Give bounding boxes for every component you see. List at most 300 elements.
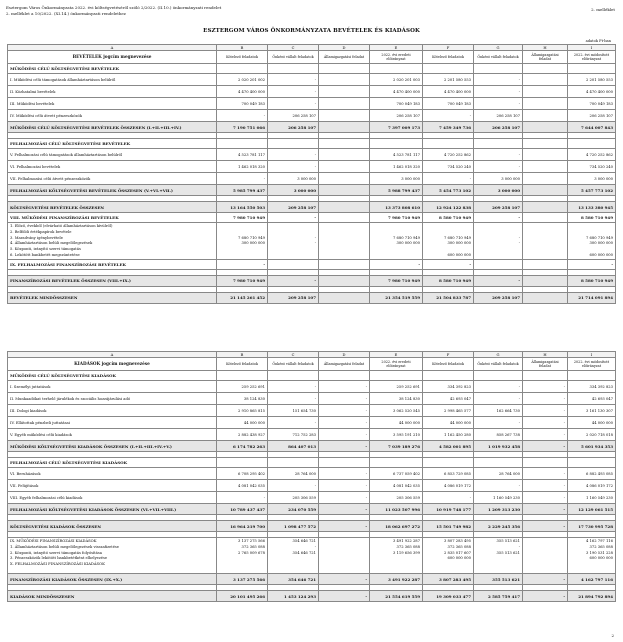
amount-cell [568, 371, 616, 381]
amount-cell: 3 491 922 287 [370, 574, 423, 585]
annex-label: 2. melléklet [591, 7, 615, 12]
amount-cell: 4 470 400 000 [423, 86, 474, 98]
amount-cell [217, 458, 268, 468]
amount-cell: - [523, 381, 568, 393]
amount-cell: - [268, 213, 319, 223]
row-label: V. Felhalmozási célú támogatások államháztartáson belülről [8, 149, 217, 161]
table-row [8, 405, 616, 417]
amount-cell: 162 664 730 [474, 405, 523, 417]
amount-cell: 259 252 691 [217, 381, 268, 393]
amount-cell [523, 259, 568, 269]
amount-cell: 4 470 400 000 [217, 86, 268, 98]
section-row [8, 259, 616, 269]
amount-cell: 42 693 047 [423, 393, 474, 405]
amount-cell: - [319, 574, 370, 585]
total-row [8, 574, 616, 585]
amount-cell [319, 213, 370, 223]
amount-cell: - [523, 521, 568, 532]
amount-cell: 209 258 107 [268, 292, 319, 303]
row-label: MŰKÖDÉSI KÖLTSÉGVETÉSI KIADÁSOK ÖSSZESEN (I.+II.+III.+IV.+V.) [8, 441, 217, 452]
amount-cell [319, 223, 370, 260]
column-letter: F [423, 45, 474, 51]
amount-cell: - [319, 591, 370, 602]
amount-cell: 1 462 018 320 [217, 161, 268, 173]
row-label: FINANSZÍROZÁSI BEVÉTELEK ÖSSZESEN (VIII.+IX.) [8, 275, 217, 286]
amount-cell [568, 458, 616, 468]
column-header: Államigazgatási feladat [523, 51, 568, 64]
column-letter: G [474, 45, 523, 51]
row-label: VI. Beruházások [8, 468, 217, 480]
amount-cell: - [474, 213, 523, 223]
amount-cell [523, 371, 568, 381]
row-label: KIADÁSOK MINDÖSSZESEN [8, 591, 217, 602]
amount-cell: 3 000 000 [474, 173, 523, 185]
amount-cell: 18 062 697 272 [370, 521, 423, 532]
column-header: Államigazgatási feladat [319, 358, 370, 371]
row-label: FELHALMOZÁSI KÖLTSÉGVETÉSI BEVÉTELEK ÖSSZESEN (V.+VI.+VII.) [8, 185, 217, 196]
amount-cell [319, 259, 370, 269]
amount-cell: 2 201 580 553 [568, 74, 616, 86]
row-label: IX. FELHALMOZÁSI FINANSZÍROZÁSI BEVÉTELEK [8, 259, 217, 269]
amount-cell: - [523, 441, 568, 452]
amount-cell: 4 582 001 895 [423, 441, 474, 452]
table-row [8, 393, 616, 405]
amount-cell: 334 392 823 [423, 381, 474, 393]
amount-cell: 1 019 932 458 [474, 441, 523, 452]
amount-cell [370, 458, 423, 468]
amount-cell: - [523, 480, 568, 492]
amount-cell: 8 580 710 949 [423, 275, 474, 286]
amount-cell: 38 124 830 [370, 393, 423, 405]
amount-cell: 355 513 621 [474, 574, 523, 585]
amount-cell [319, 275, 370, 286]
amount-cell: - [268, 86, 319, 98]
amount-cell: 700 049 183 [217, 98, 268, 110]
row-label: V. Egyéb működési célú kiadások [8, 429, 217, 441]
table-row [8, 223, 616, 260]
amount-cell [523, 139, 568, 149]
amount-cell [423, 371, 474, 381]
amount-cell: 44 000 000 [370, 417, 423, 429]
row-label: KÖLTSÉGVETÉSI KIADÁSOK ÖSSZESEN [8, 521, 217, 532]
amount-cell [217, 371, 268, 381]
amount-cell [523, 202, 568, 213]
amount-cell: - [474, 161, 523, 173]
amount-cell [423, 458, 474, 468]
amount-cell: - [474, 74, 523, 86]
amount-cell: - [217, 110, 268, 122]
column-letter: A [8, 45, 217, 51]
amount-cell: 3 000 000 [370, 173, 423, 185]
total-row [8, 202, 616, 213]
amount-cell: 734 520 240 [423, 161, 474, 173]
column-header: Államigazgatási feladat [319, 51, 370, 64]
amount-cell [319, 110, 370, 122]
amount-cell: 8 580 710 949 [568, 275, 616, 286]
amount-cell: 205 306 559 [268, 492, 319, 504]
amount-cell: 17 730 995 728 [568, 521, 616, 532]
amount-cell: 12 924 122 838 [423, 202, 474, 213]
amount-cell: - [523, 393, 568, 405]
amount-cell: - [268, 98, 319, 110]
amount-cell: - [319, 429, 370, 441]
table-row [8, 110, 616, 122]
amount-cell: 4 720 252 862 [568, 149, 616, 161]
amount-cell: - [568, 259, 616, 269]
column-header: BEVÉTELEK jogcím megnevezése [8, 51, 217, 64]
amount-cell: 3 137 275 566 [217, 574, 268, 585]
amount-cell: 205 306 559 [370, 492, 423, 504]
amount-cell: - [268, 480, 319, 492]
amount-cell: 2 585 759 417 [474, 591, 523, 602]
column-header: Önként vállalt feladatok [474, 358, 523, 371]
amount-cell [370, 371, 423, 381]
table-row [8, 429, 616, 441]
amount-cell: 6 737 059 402 [370, 468, 423, 480]
column-header: Kötelező feladatok [217, 51, 268, 64]
amount-cell: 206 258 107 [268, 122, 319, 133]
amount-cell: 2 229 245 356 [474, 521, 523, 532]
column-letter: D [319, 45, 370, 51]
amount-cell: 7 680 710 949 300 000 000 600 000 000 [568, 223, 616, 260]
amount-cell: 1 453 124 293 [268, 591, 319, 602]
expense-table [7, 351, 616, 602]
amount-cell [268, 371, 319, 381]
amount-cell: 3 000 000 [268, 185, 319, 196]
amount-cell: 7 459 349 736 [423, 122, 474, 133]
amount-cell: 21 504 833 787 [423, 292, 474, 303]
amount-cell [319, 538, 370, 574]
table-row [8, 538, 616, 574]
table-row [8, 98, 616, 110]
amount-cell: 5 457 773 102 [568, 185, 616, 196]
column-header: Önként vállalt feladatok [474, 51, 523, 64]
row-label: III. Dologi kiadások [8, 405, 217, 417]
amount-cell: 8 580 710 949 [423, 213, 474, 223]
amount-cell [474, 458, 523, 468]
table-row [8, 161, 616, 173]
amount-cell: 10 789 437 437 [217, 504, 268, 515]
column-header: 2022. évi eredeti előirányzat [370, 51, 423, 64]
amount-cell: 4 162 797 116 [568, 574, 616, 585]
amount-cell: - [423, 173, 474, 185]
amount-cell: 2 998 465 577 [423, 405, 474, 417]
amount-cell: 206 258 107 [568, 110, 616, 122]
amount-cell: 21 554 619 559 [370, 591, 423, 602]
column-header: Kötelező feladatok [423, 358, 474, 371]
amount-cell: - [523, 504, 568, 515]
table-row [8, 381, 616, 393]
row-label: KÖLTSÉGVETÉSI BEVÉTELEK ÖSSZESEN [8, 202, 217, 213]
amount-cell: - [474, 149, 523, 161]
amount-cell: 44 000 000 [423, 417, 474, 429]
amount-cell: - [370, 259, 423, 269]
row-label: II. Közhatalmi bevételek [8, 86, 217, 98]
column-header-row [8, 51, 616, 64]
amount-cell [523, 149, 568, 161]
amount-cell: 13 164 550 503 [217, 202, 268, 213]
column-header: Államigazgatási feladat [523, 358, 568, 371]
amount-cell: 13 133 380 945 [568, 202, 616, 213]
table-row [8, 480, 616, 492]
amount-cell: - - [474, 223, 523, 260]
amount-cell: - [319, 492, 370, 504]
amount-cell: 15 501 749 982 [423, 521, 474, 532]
row-label: IV. Ellátottak pénzbeli juttatásai [8, 417, 217, 429]
column-header: Önként vállalt feladatok [268, 358, 319, 371]
column-header: Kötelező feladatok [217, 358, 268, 371]
amount-cell [523, 74, 568, 86]
column-letter: C [268, 352, 319, 358]
amount-cell: - [319, 468, 370, 480]
amount-cell: 21 894 792 894 [568, 591, 616, 602]
amount-cell: 4 523 781 117 [370, 149, 423, 161]
amount-cell: 151 654 730 [268, 405, 319, 417]
amount-cell: 42 693 047 [568, 393, 616, 405]
amount-cell: 3 595 191 210 [370, 429, 423, 441]
amount-cell: 334 392 823 [568, 381, 616, 393]
amount-cell: 3 491 922 287 372 365 088 3 119 656 399 [370, 538, 423, 574]
table-row [8, 468, 616, 480]
amount-cell: 44 000 000 [568, 417, 616, 429]
amount-cell [268, 458, 319, 468]
page-number: 2 [611, 633, 614, 638]
column-letter: D [319, 352, 370, 358]
amount-cell [523, 161, 568, 173]
amount-cell: 21 354 519 559 [370, 292, 423, 303]
amount-cell: - [474, 417, 523, 429]
amount-cell: - [523, 492, 568, 504]
section-row [8, 213, 616, 223]
total-row [8, 441, 616, 452]
amount-cell: 21 145 261 452 [217, 292, 268, 303]
row-label: FELHALMOZÁSI CÉLÚ KÖLTSÉGVETÉSI KIADÁSOK [8, 458, 217, 468]
row-label: FINANSZÍROZÁSI KIADÁSOK ÖSSZESEN (IX.+X.) [8, 574, 217, 585]
amount-cell [568, 139, 616, 149]
header-line-1: Esztergom Város Önkormányzata 2022. évi költségvetéséről szóló 2/2022. (II.10.) önkormányzati rendelet [6, 5, 222, 10]
amount-cell: 7 680 710 949 300 000 000 600 000 000 [423, 223, 474, 260]
table-row [8, 173, 616, 185]
column-letter: I [568, 45, 616, 51]
amount-cell: 734 520 240 [568, 161, 616, 173]
amount-cell [523, 64, 568, 74]
amount-cell: 12 129 061 515 [568, 504, 616, 515]
column-header: 2022. évi módosított előirányzat [568, 358, 616, 371]
amount-cell: 209 258 107 [268, 202, 319, 213]
amount-cell: 355 513 621 - 355 513 621 [474, 538, 523, 574]
total-row [8, 275, 616, 286]
amount-cell: 20 101 495 266 [217, 591, 268, 602]
amount-cell: - [268, 161, 319, 173]
column-letter: B [217, 45, 268, 51]
amount-cell: 3 062 520 545 [370, 405, 423, 417]
amount-cell: 1 160 549 230 [568, 492, 616, 504]
amount-cell: - [474, 86, 523, 98]
amount-cell: - [319, 393, 370, 405]
row-label: III. Működési bevételek [8, 98, 217, 110]
row-label: MŰKÖDÉSI CÉLÚ KÖLTSÉGVETÉSI BEVÉTELEK [8, 64, 217, 74]
amount-cell: 21 714 091 894 [568, 292, 616, 303]
amount-cell: 2 882 438 927 [217, 429, 268, 441]
amount-cell: 4 470 400 000 [370, 86, 423, 98]
amount-cell: - [523, 405, 568, 417]
amount-cell: 3 807 283 495 [423, 574, 474, 585]
amount-cell: 4 086 019 172 [568, 480, 616, 492]
amount-cell: 3 807 283 495 372 365 088 2 835 017 607 600 000 000 [423, 538, 474, 574]
amount-cell: - [319, 405, 370, 417]
amount-cell: 7 980 710 949 [370, 213, 423, 223]
amount-cell: 209 258 107 [474, 292, 523, 303]
amount-cell: - [268, 417, 319, 429]
amount-cell: 5 454 773 102 [423, 185, 474, 196]
amount-cell [370, 64, 423, 74]
amount-cell: - [423, 492, 474, 504]
amount-cell [568, 64, 616, 74]
page-title: ESZTERGOM VÁROS ÖNKORMÁNYZATA BEVÉTELEK ÉS KIADÁSOK [203, 28, 420, 34]
total-row [8, 591, 616, 602]
amount-cell: - [523, 468, 568, 480]
amount-cell [319, 292, 370, 303]
amount-cell: 5 601 934 353 [568, 441, 616, 452]
amount-cell: - [217, 173, 268, 185]
row-label: 1. Előző, évekből (elvárható államháztartáson kívülről) 2. Belföldi értékpapírok bevétele 3. Maradvány igénybevétele 4. Államháztartáson belüli megelőlegezések 5. Központi, irányító szervi támogatás 6. Lekötött bankbetét megszüntetése [8, 223, 217, 260]
section-row [8, 64, 616, 74]
amount-cell: 3 000 000 [568, 173, 616, 185]
amount-cell [474, 371, 523, 381]
amount-cell: 2 020 201 003 [370, 74, 423, 86]
amount-cell: 2 020 201 002 [217, 74, 268, 86]
amount-cell: - - [268, 223, 319, 260]
amount-cell: 5 988 799 437 [370, 185, 423, 196]
document-header [6, 5, 221, 16]
row-label: MŰKÖDÉSI CÉLÚ KÖLTSÉGVETÉSI KIADÁSOK [8, 371, 217, 381]
amount-cell: 7 644 007 843 [568, 122, 616, 133]
amount-cell: 700 049 183 [370, 98, 423, 110]
amount-cell: 16 964 219 700 [217, 521, 268, 532]
unit-label: adatok Ft-ban [585, 39, 611, 43]
column-letter: H [523, 45, 568, 51]
amount-cell: 7 980 710 949 [217, 213, 268, 223]
column-letter: H [523, 352, 568, 358]
amount-cell [268, 139, 319, 149]
total-row [8, 185, 616, 196]
amount-cell: 5 985 799 437 [217, 185, 268, 196]
column-letter: C [268, 45, 319, 51]
amount-cell: 864 407 013 [268, 441, 319, 452]
amount-cell: - [474, 393, 523, 405]
amount-cell: - [217, 259, 268, 269]
column-header: Kötelező feladatok [423, 51, 474, 64]
amount-cell: 8 580 710 949 [568, 213, 616, 223]
table-row [8, 74, 616, 86]
amount-cell: 2 910 865 815 [217, 405, 268, 417]
amount-cell: - [319, 480, 370, 492]
amount-cell [319, 86, 370, 98]
amount-cell [474, 139, 523, 149]
total-row [8, 504, 616, 515]
amount-cell: 10 919 748 177 [423, 504, 474, 515]
amount-cell: 13 373 808 610 [370, 202, 423, 213]
table-row [8, 417, 616, 429]
amount-cell [319, 122, 370, 133]
amount-cell [523, 292, 568, 303]
column-letter: A [8, 352, 217, 358]
table-row [8, 149, 616, 161]
amount-cell: 206 258 107 [474, 122, 523, 133]
amount-cell [523, 122, 568, 133]
amount-cell: 3 161 130 307 [568, 405, 616, 417]
column-header: 2022. évi eredeti előirányzat [370, 358, 423, 371]
row-label: VI. Felhalmozási bevételek [8, 161, 217, 173]
amount-cell [268, 64, 319, 74]
amount-cell: 7 680 710 949 300 000 000 [370, 223, 423, 260]
row-label: IV. Működési célú átvett pénzeszközök [8, 110, 217, 122]
amount-cell: - [523, 574, 568, 585]
column-header: KIADÁSOK jogcím megnevezése [8, 358, 217, 371]
amount-cell: - [268, 381, 319, 393]
row-label: BEVÉTELEK MINDÖSSZESEN [8, 292, 217, 303]
amount-cell: - [474, 98, 523, 110]
amount-cell [217, 64, 268, 74]
amount-cell: 7 980 710 949 [217, 275, 268, 286]
amount-cell [474, 64, 523, 74]
amount-cell [319, 64, 370, 74]
total-row [8, 521, 616, 532]
total-row [8, 292, 616, 303]
amount-cell: 354 646 721 - 354 646 721 [268, 538, 319, 574]
amount-cell: 6 708 295 402 [217, 468, 268, 480]
amount-cell: - [474, 275, 523, 286]
amount-cell: 6 174 782 263 [217, 441, 268, 452]
table-row [8, 86, 616, 98]
amount-cell: 3 000 000 [268, 173, 319, 185]
amount-cell [523, 275, 568, 286]
section-row [8, 139, 616, 149]
amount-cell: 38 124 830 [217, 393, 268, 405]
column-header-row [8, 358, 616, 371]
amount-cell [319, 185, 370, 196]
section-row [8, 371, 616, 381]
column-letter: G [474, 352, 523, 358]
row-label: I. Személyi juttatások [8, 381, 217, 393]
amount-cell: 354 646 721 [268, 574, 319, 585]
amount-cell [319, 202, 370, 213]
amount-cell: - [523, 591, 568, 602]
amount-cell [523, 98, 568, 110]
amount-cell: 259 252 691 [370, 381, 423, 393]
amount-cell [423, 64, 474, 74]
amount-cell: 209 258 107 [474, 202, 523, 213]
amount-cell: 700 049 183 [568, 98, 616, 110]
amount-cell: 4 470 400 000 [568, 86, 616, 98]
amount-cell: 858 267 738 [474, 429, 523, 441]
amount-cell: 1 098 477 572 [268, 521, 319, 532]
amount-cell: - [523, 417, 568, 429]
amount-cell: - [319, 521, 370, 532]
amount-cell [474, 259, 523, 269]
amount-cell [370, 139, 423, 149]
column-header: Önként vállalt feladatok [268, 51, 319, 64]
header-line-2: 2. melléklet a 10/2022. (XI.14.) önkormányzati rendelethez [6, 10, 126, 16]
amount-cell: - [319, 381, 370, 393]
amount-cell [523, 185, 568, 196]
amount-cell [319, 98, 370, 110]
amount-cell: 234 070 559 [268, 504, 319, 515]
row-label: VII. Felújítások [8, 480, 217, 492]
amount-cell: 7 980 710 949 [370, 275, 423, 286]
table-row [8, 492, 616, 504]
section-row [8, 458, 616, 468]
